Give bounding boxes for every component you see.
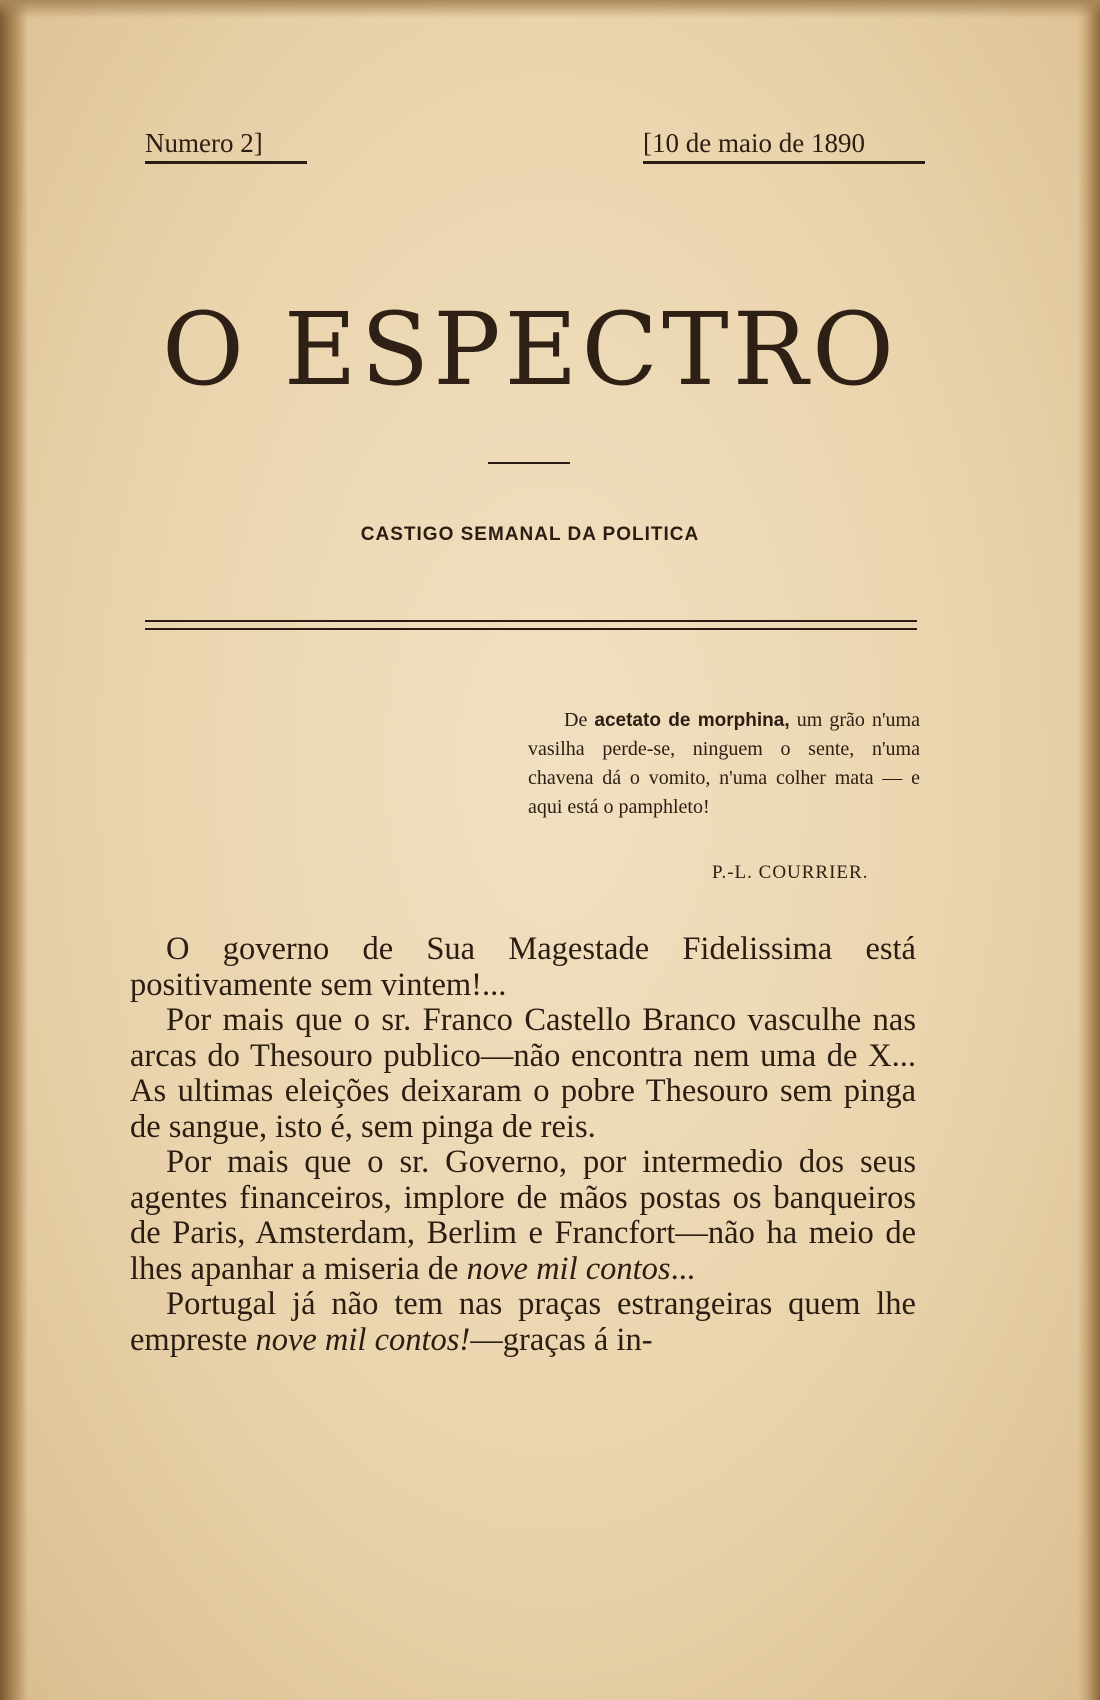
- epigraph-text: um grão n'uma vasilha perde-se, ninguem o sente, n'uma chavena dá o vomito, n'uma colher mata — e aqui está o pamphleto!: [528, 709, 920, 818]
- p3-text-a: Por mais que o sr. Governo, por intermedio dos seus agentes financeiros, implore de mãos postas os banqueiros de Paris, Amsterdam, Berlim e Francfort—não ha meio de lhes apanhar a miseria de: [130, 1144, 916, 1287]
- article-paragraph-3: [130, 1145, 916, 1287]
- epigraph-attribution: P.-L. COURRIER.: [712, 862, 869, 883]
- article-paragraph-1: O governo de Sua Magestade Fidelissima está positivamente sem vintem!...: [130, 931, 916, 1003]
- p3-italic: nove mil contos: [466, 1250, 671, 1287]
- page-edge-left: [0, 0, 28, 1700]
- page-edge-right: [1078, 0, 1100, 1700]
- masthead-subtitle: CASTIGO SEMANAL DA POLITICA: [360, 524, 700, 545]
- article-body: [130, 932, 916, 1358]
- short-divider: [488, 462, 570, 464]
- p4-text-b: —graças á in-: [470, 1321, 653, 1358]
- issue-number: Numero 2]: [145, 128, 307, 164]
- epigraph: [528, 706, 920, 822]
- page-edge-top: [0, 0, 1100, 18]
- epigraph-bold: acetato de morphina,: [594, 710, 790, 731]
- issue-header: [145, 128, 925, 168]
- p4-text-a: Portugal já não tem nas praças estrangeiras quem lhe empreste: [130, 1286, 916, 1358]
- article-paragraph-2: Por mais que o sr. Franco Castello Branco vasculhe nas arcas do Thesouro publico—não encontra nem uma de X... As ultimas eleições deixaram o pobre Thesouro sem pinga de sangue, isto é, sem pinga de reis.: [130, 1002, 916, 1145]
- p4-italic: nove mil contos!: [255, 1321, 471, 1358]
- epigraph-lead: De: [564, 709, 595, 731]
- article-paragraph-4: [130, 1287, 916, 1358]
- p3-text-b: ...: [670, 1250, 695, 1287]
- masthead-title: O ESPECTRO: [161, 291, 899, 408]
- issue-date: [10 de maio de 1890: [643, 128, 925, 164]
- double-divider: [145, 620, 917, 630]
